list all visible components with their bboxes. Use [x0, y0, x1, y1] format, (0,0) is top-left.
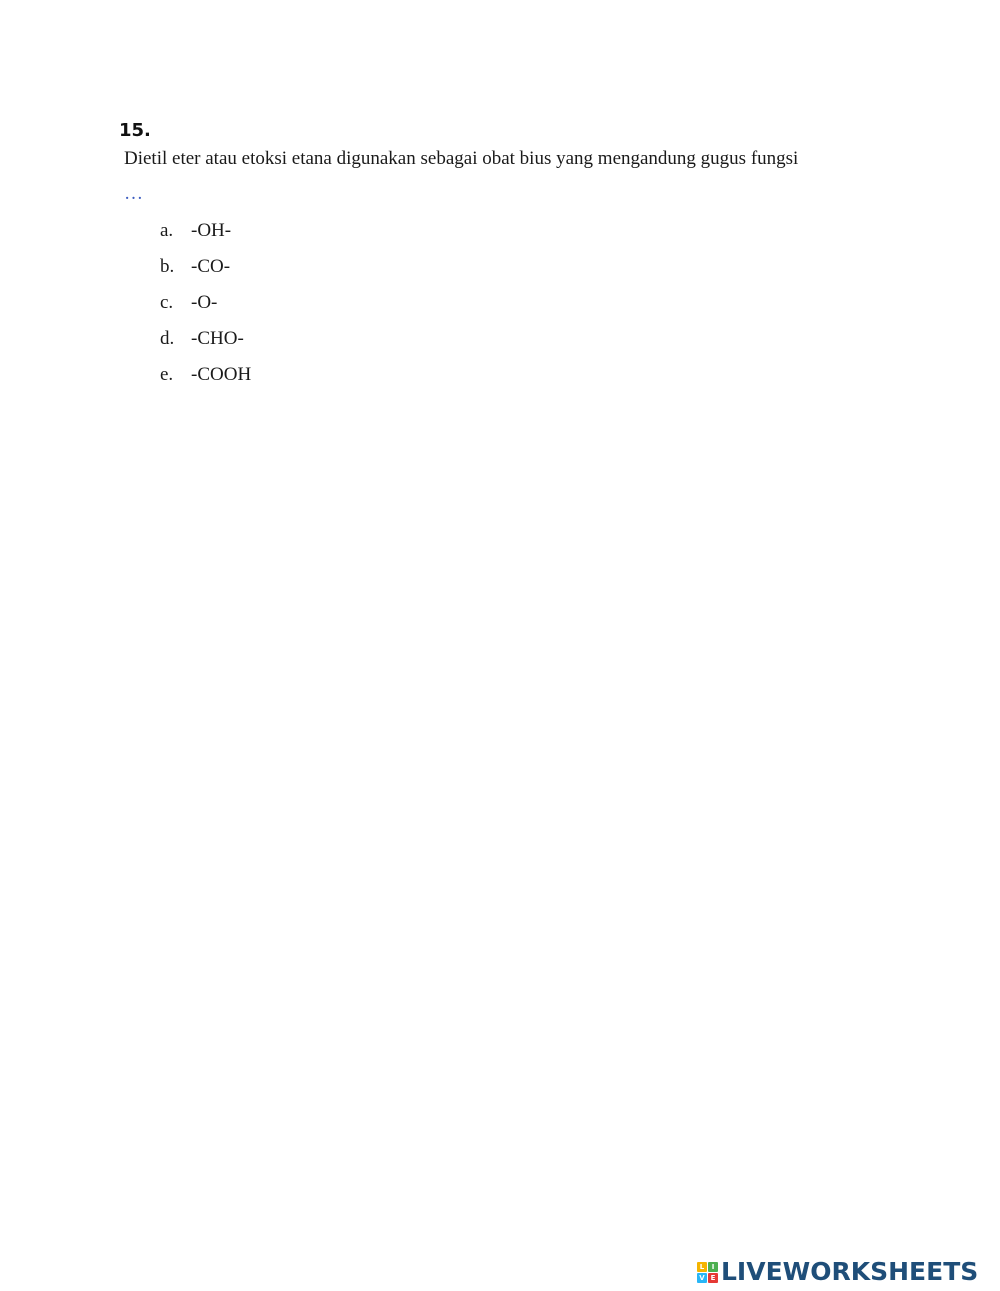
option-d	[160, 326, 251, 362]
question-ellipsis: …	[124, 183, 143, 204]
option-letter: e.	[160, 364, 174, 385]
liveworksheets-logo-icon	[697, 1262, 718, 1283]
question-number: 15.	[119, 120, 151, 141]
option-letter: a.	[160, 220, 174, 241]
option-b	[160, 254, 251, 290]
option-a	[160, 218, 251, 254]
option-c	[160, 290, 251, 326]
brand-name: LIVEWORKSHEETS	[721, 1257, 979, 1286]
option-letter: b.	[160, 256, 175, 277]
logo-letter-e: E	[708, 1273, 718, 1283]
answer-options	[160, 218, 251, 398]
option-text: -O-	[191, 292, 218, 313]
option-e	[160, 362, 251, 398]
option-letter: c.	[160, 292, 174, 313]
option-text: -COOH	[191, 364, 252, 385]
logo-letter-l: L	[697, 1262, 707, 1272]
question-text: Dietil eter atau etoksi etana digunakan sebagai obat bius yang mengandung gugus fungsi	[124, 148, 799, 169]
option-letter: d.	[160, 328, 175, 349]
option-text: -CHO-	[191, 328, 244, 349]
option-text: -CO-	[191, 256, 231, 277]
option-text: -OH-	[191, 220, 232, 241]
logo-letter-i: I	[708, 1262, 718, 1272]
logo-letter-v: V	[697, 1273, 707, 1283]
liveworksheets-brand	[697, 1257, 978, 1287]
